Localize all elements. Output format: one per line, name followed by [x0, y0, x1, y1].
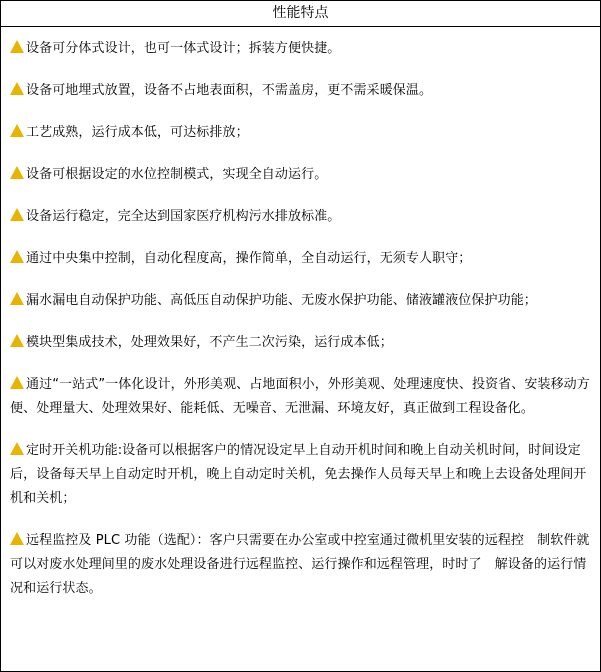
feature-list — [1, 27, 600, 601]
feature-text: 通过“一站式”一体化设计，外形美观、占地面积小，外形美观、处理速度快、投资省、安装移动方便、处理量大、处理效果好、能耗低、无噪音、无泄漏、环境友好，真正做到工程设备化。 — [10, 377, 590, 416]
list-item — [10, 373, 592, 421]
list-item — [10, 439, 592, 511]
feature-text: 设备运行稳定，完全达到国家医疗机构污水排放标准。 — [26, 209, 341, 224]
feature-text: 设备可根据设定的水位控制模式，实现全自动运行。 — [26, 167, 328, 182]
list-item — [10, 331, 592, 355]
feature-text: 设备可地埋式放置，设备不占地表面积，不需盖房，更不需采暖保温。 — [26, 83, 433, 98]
triangle-bullet-icon — [10, 208, 24, 221]
triangle-bullet-icon — [10, 442, 24, 455]
triangle-bullet-icon — [10, 166, 24, 179]
feature-text: 模块型集成技术，处理效果好，不产生二次污染，运行成本低； — [26, 335, 393, 350]
triangle-bullet-icon — [10, 376, 24, 389]
table-title: 性能特点 — [272, 5, 329, 21]
list-item — [10, 37, 592, 61]
triangle-bullet-icon — [10, 334, 24, 347]
feature-text: 工艺成熟，运行成本低，可达标排放； — [26, 125, 249, 140]
list-item — [10, 247, 592, 271]
list-item — [10, 163, 592, 187]
table-header — [1, 1, 600, 27]
triangle-bullet-icon — [10, 532, 24, 545]
list-item — [10, 205, 592, 229]
feature-text: 漏水漏电自动保护功能、高低压自动保护功能、无废水保护功能、储液罐液位保护功能； — [26, 293, 537, 308]
list-item — [10, 79, 592, 103]
feature-text: 定时开关机功能:设备可以根据客户的情况设定早上自动开机时间和晚上自动关机时间，时间设定后，设备每天早上自动定时开机，晚上自动定时关机，免去操作人员每天早上和晚上去设备处理间开机和关机； — [10, 443, 587, 506]
triangle-bullet-icon — [10, 124, 24, 137]
triangle-bullet-icon — [10, 82, 24, 95]
feature-text: 设备可分体式设计，也可一体式设计；拆装方便快捷。 — [26, 41, 341, 56]
list-item — [10, 529, 592, 601]
list-item — [10, 121, 592, 145]
list-item — [10, 289, 592, 313]
feature-text: 远程监控及 PLC 功能（选配）：客户只需要在办公室或中控室通过微机里安装的远程控 制软件就可以对废水处理间里的废水处理设备进行远程监控、运行操作和远程管理，时时了 解设备的运行情况和运行状态。 — [10, 533, 590, 596]
feature-text: 通过中央集中控制，自动化程度高，操作简单，全自动运行，无须专人职守； — [26, 251, 472, 266]
triangle-bullet-icon — [10, 292, 24, 305]
triangle-bullet-icon — [10, 40, 24, 53]
triangle-bullet-icon — [10, 250, 24, 263]
